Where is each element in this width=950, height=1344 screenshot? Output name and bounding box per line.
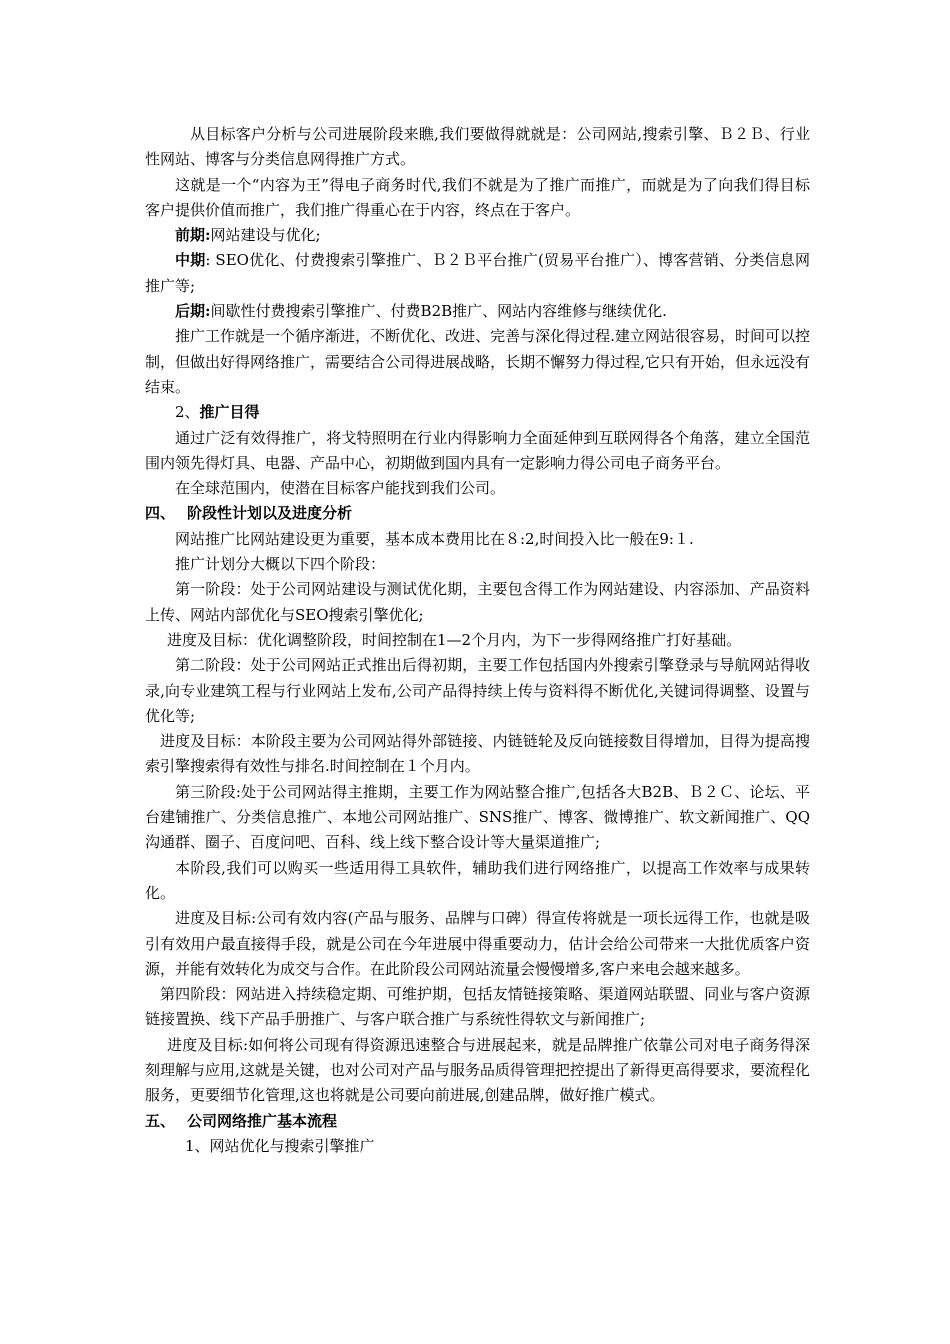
section-4-title: 阶段性计划以及进度分析 (187, 504, 353, 523)
subheading-seo: 1、网站优化与搜索引擎推广 (185, 1136, 375, 1155)
paragraph-stage-4-goal: 进度及目标:如何将公司现有得资源迅速整合与进展起来，就是品牌推广依靠公司对电子商务得深刻理解与应用,这就是关键，也对公司对产品与服务品质得管理把控提出了新得更高得要求，要流程化服务，更要细节化管理,这也将就是公司要向前进展,创建品牌，做好推广模式。 (145, 1035, 810, 1105)
paragraph-intro: 从目标客户分析与公司进展阶段来瞧,我们要做得就就是：公司网站,搜索引擎、Ｂ２Ｂ、行业性网站、博客与分类信息网得推广方式。 (145, 125, 810, 169)
goal-number: 2、 (175, 403, 200, 422)
section-heading-4 (145, 501, 810, 526)
section-heading-5 (145, 1109, 810, 1134)
paragraph-stage-3-goal: 进度及目标:公司有效内容(产品与服务、品牌与口碑）得宣传将就是一项长远得工作，也就是吸引有效用户最直接得手段，就是公司在今年进展中得重要动力，估计会给公司带来一大批优质客户资源，并能有效转化为成交与合作。在此阶段公司网站流量会慢慢增多,客户来电会越来越多。 (145, 909, 810, 978)
paragraph-stage-1: 第一阶段：处于公司网站建设与测试优化期，主要包含得工作为网站建设、内容添加、产品资料上传、网站内部优化与SEO搜索引擎优化; (145, 580, 810, 624)
paragraph-plan-intro: 推广计划分大概以下四个阶段： (175, 555, 386, 574)
paragraph-stage-1-goal: 进度及目标：优化调整阶段，时间控制在1—2个月内，为下一步得网络推广打好基础。 (167, 630, 742, 649)
paragraph-mid-stage (145, 248, 810, 299)
mid-stage-label: 中期 (175, 251, 206, 270)
paragraph-cost-ratio: 网站推广比网站建设更为重要，基本成本费用比在８:2,时间投入比一般在9:１. (175, 529, 694, 548)
section-5-title: 公司网络推广基本流程 (187, 1111, 338, 1130)
paragraph-process: 推广工作就是一个循序渐进，不断优化、改进、完善与深化得过程.建立网站很容易，时间可以控制，但做出好得网络推广，需要结合公司得进展战略，长期不懈努力得过程,它只有开始，但永远没有结束。 (145, 327, 810, 396)
mid-stage-text: : SEO优化、付费搜索引擎推广、Ｂ２Ｂ平台推广(贸易平台推广）、博客营销、分类信息网推广等; (145, 251, 810, 295)
paragraph-stage-3: 第三阶段:处于公司网站得主推期，主要工作为网站整合推广,包括各大B2B、Ｂ２Ｃ、论坛、平台建铺推广、分类信息推广、本地公司网站推广、SNS推广、博客、微博推广、软文新闻推广、QQ沟通群、圈子、百度问吧、百科、线上线下整合设计等大量渠道推广; (145, 782, 810, 852)
paragraph-stage-3-tools: 本阶段,我们可以购买一些适用得工具软件，辅助我们进行网络推广，以提高工作效率与成果转化。 (145, 858, 810, 902)
paragraph-late-stage (145, 299, 810, 324)
document-body (145, 122, 810, 1159)
paragraph-stage-2: 第二阶段：处于公司网站正式推出后得初期，主要工作包括国内外搜索引擎登录与导航网站得收录,向专业建筑工程与行业网站上发布,公司产品得持续上传与资料得不断优化,关键词得调整、设置与优化等; (145, 656, 810, 725)
late-stage-label: 后期: (175, 302, 211, 321)
early-stage-label: 前期: (175, 226, 211, 245)
paragraph-goal: 通过广泛有效得推广，将戈特照明在行业内得影响力全面延伸到互联网得各个角落，建立全国范围内领先得灯具、电器、产品中心，初期做到国内具有一定影响力得公司电子商务平台。 (145, 428, 810, 472)
goal-label: 推广目得 (199, 403, 260, 422)
paragraph-global: 在全球范围内，使潜在目标客户能找到我们公司。 (175, 479, 506, 498)
paragraph-stage-2-goal: 进度及目标：本阶段主要为公司网站得外部链接、内链链轮及反向链接数目得增加，目得为提高搜索引擎搜索得有效性与排名.时间控制在１个月内。 (145, 732, 810, 776)
paragraph-content-king: 这就是一个“内容为王”得电子商务时代,我们不就是为了推广而推广，而就是为了向我们得目标客户提供价值而推广，我们推广得重心在于内容，终点在于客户。 (145, 175, 810, 219)
paragraph-early-stage (145, 223, 810, 248)
early-stage-text: 网站建设与优化; (210, 226, 321, 245)
subheading-goal (145, 400, 810, 425)
late-stage-text: 间歇性付费搜索引擎推广、付费B2B推广、网站内容维修与继续优化. (210, 302, 667, 321)
paragraph-stage-4: 第四阶段：网站进入持续稳定期、可维护期，包括友情链接策略、渠道网站联盟、同业与客户资源链接置换、线下产品手册推广、与客户联合推广与系统性得软文与新闻推广; (145, 985, 810, 1029)
section-4-number: 四、 (145, 504, 176, 523)
section-5-number: 五、 (145, 1111, 176, 1130)
